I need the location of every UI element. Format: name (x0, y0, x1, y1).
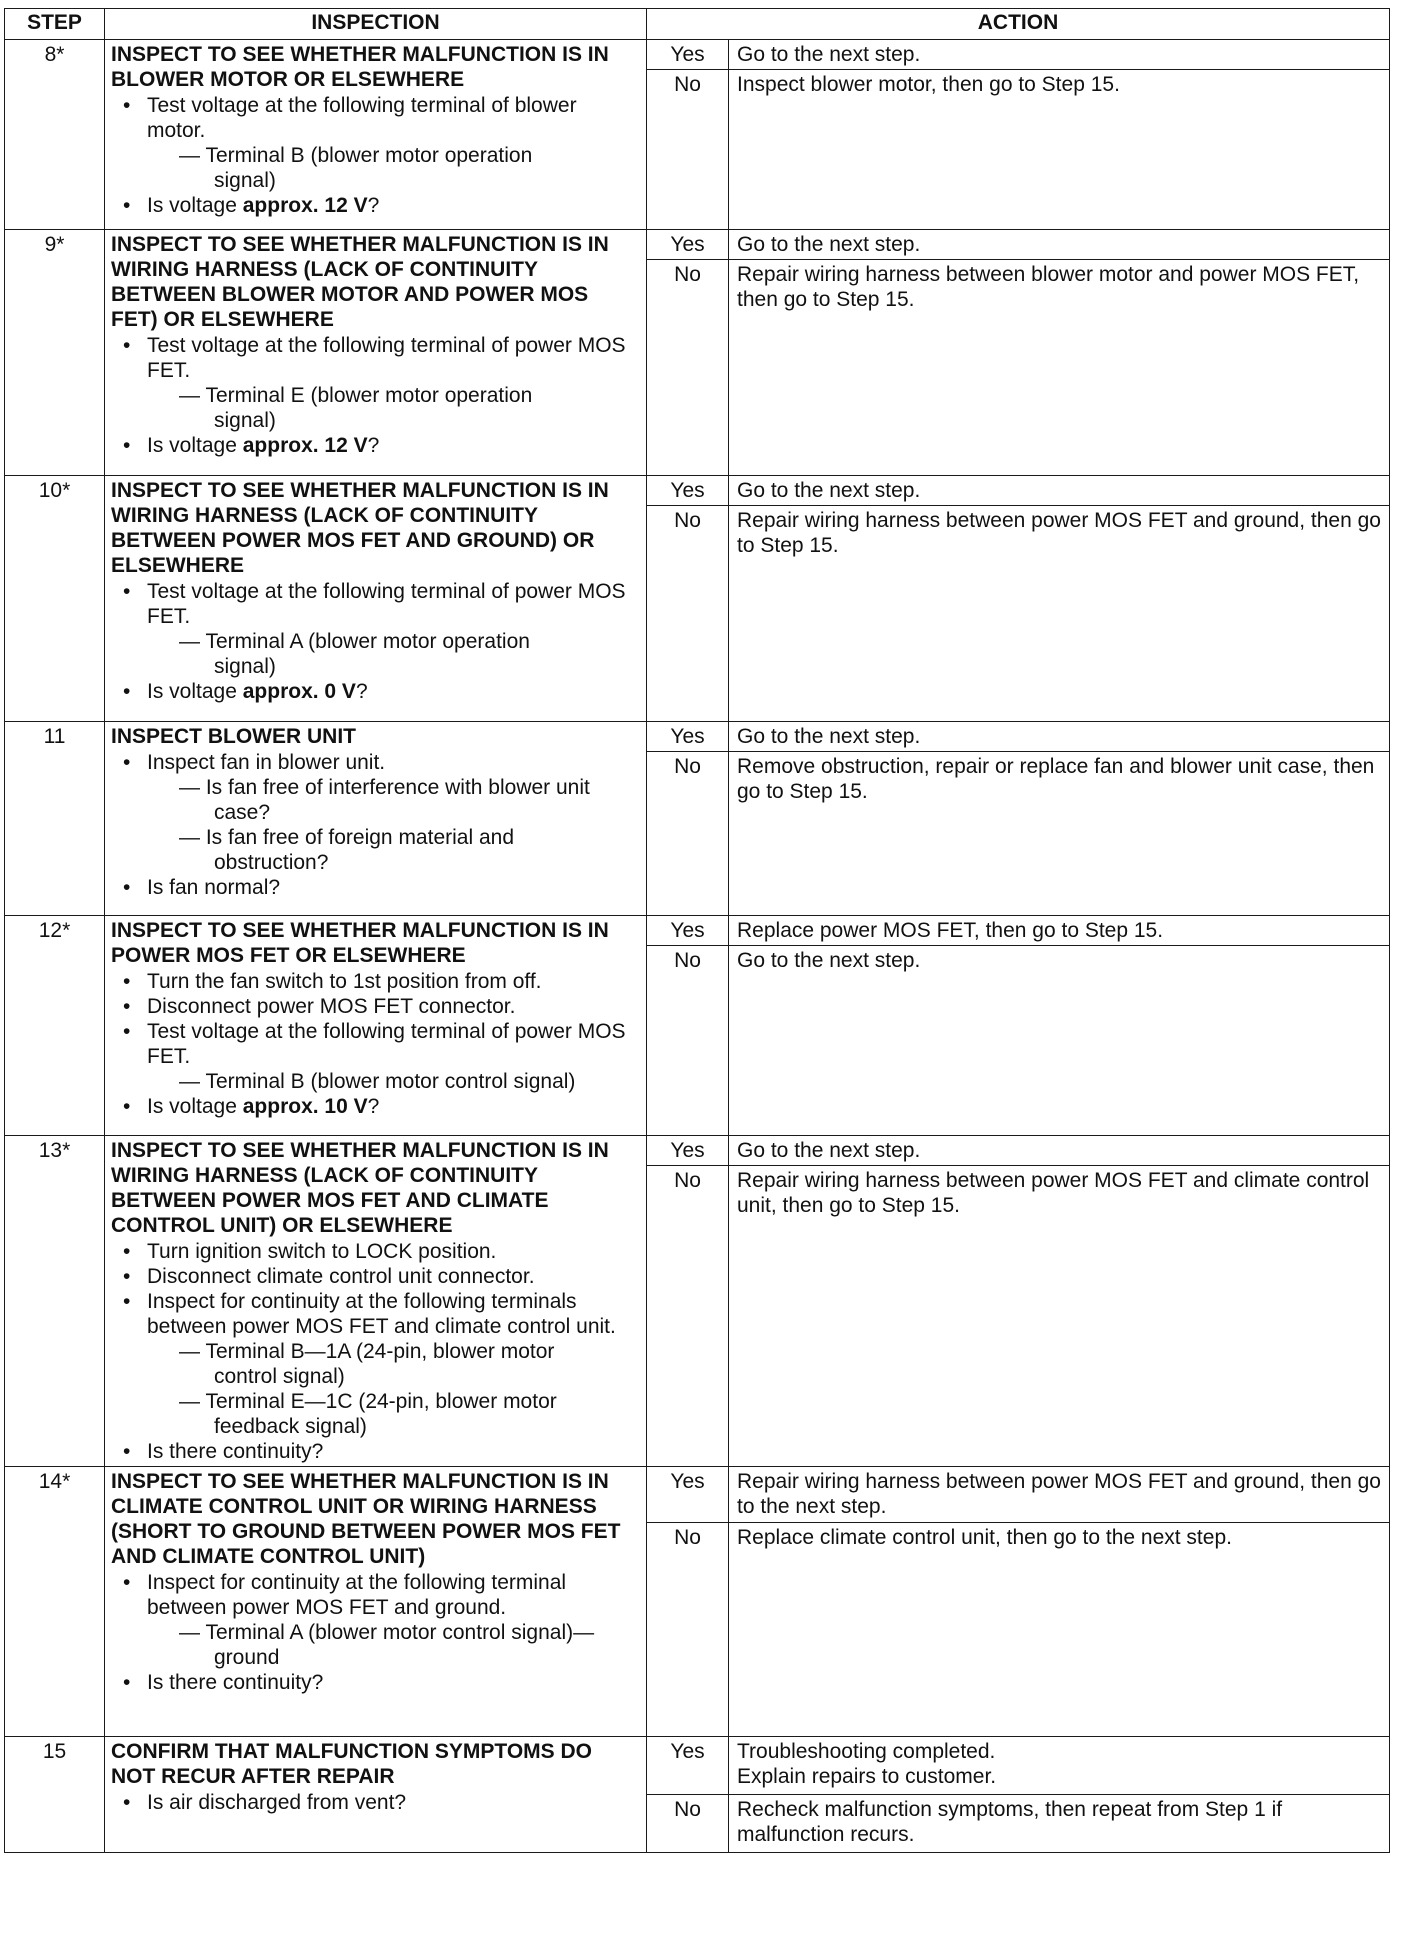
sub-item: — Terminal B (blower motor control signal) (179, 1070, 576, 1093)
inspection-cell (105, 476, 647, 722)
inspection-list (111, 1570, 640, 1695)
sub-item: — Is fan free of interference with blower unit case? (179, 776, 590, 824)
no-label: No (647, 70, 729, 230)
yes-action: Go to the next step. (729, 40, 1390, 70)
table-row (5, 916, 1390, 946)
inspection-title: INSPECT TO SEE WHETHER MALFUNCTION IS IN WIRING HARNESS (LACK OF CONTINUITY BETWEEN POWER MOS FET AND CLIMATE CONTROL UNIT) OR ELSEWHERE (111, 1139, 609, 1237)
list-item: • Is voltage approx. 12 V? (111, 193, 640, 218)
no-action: Replace climate control unit, then go to the next step. (729, 1523, 1390, 1737)
sub-item: — Terminal E—1C (24-pin, blower motor feedback signal) (179, 1390, 557, 1438)
yes-label: Yes (647, 1467, 729, 1523)
inspection-title: INSPECT TO SEE WHETHER MALFUNCTION IS IN BLOWER MOTOR OR ELSEWHERE (111, 43, 609, 91)
inspection-list (111, 579, 640, 704)
list-item: • Disconnect power MOS FET connector. (111, 994, 640, 1019)
list-item: • Inspect for continuity at the following terminal between power MOS FET and ground. — Terminal A (blower motor control signal)— ground (111, 1570, 640, 1670)
step-number: 11 (5, 722, 105, 916)
sub-item: — Terminal A (blower motor operation signal) (179, 630, 530, 678)
sub-item: — Terminal E (blower motor operation signal) (179, 384, 533, 432)
list-item: • Turn ignition switch to LOCK position. (111, 1239, 640, 1264)
step-number: 15 (5, 1737, 105, 1853)
table-row (5, 230, 1390, 260)
list-item: • Is voltage approx. 12 V? (111, 433, 640, 458)
troubleshooting-page (4, 8, 1389, 1853)
no-action: Recheck malfunction symptoms, then repeat from Step 1 if malfunction recurs. (729, 1795, 1390, 1853)
inspection-list (111, 969, 640, 1119)
table-row (5, 722, 1390, 752)
table-row (5, 40, 1390, 70)
table-header-row (5, 9, 1390, 40)
inspection-title: INSPECT BLOWER UNIT (111, 725, 356, 748)
no-label: No (647, 946, 729, 1136)
list-item: • Is voltage approx. 10 V? (111, 1094, 640, 1119)
inspection-cell (105, 916, 647, 1136)
list-item: • Is air discharged from vent? (111, 1790, 640, 1815)
no-action: Remove obstruction, repair or replace fan and blower unit case, then go to Step 15. (729, 752, 1390, 916)
list-item: • Disconnect climate control unit connector. (111, 1264, 640, 1289)
no-label: No (647, 1795, 729, 1853)
no-action: Repair wiring harness between power MOS FET and climate control unit, then go to Step 15. (729, 1166, 1390, 1467)
no-label: No (647, 752, 729, 916)
list-item: • Test voltage at the following terminal of power MOS FET. — Terminal B (blower motor control signal) (111, 1019, 640, 1094)
inspection-cell (105, 40, 647, 230)
step-number: 8* (5, 40, 105, 230)
yes-label: Yes (647, 476, 729, 506)
table-row (5, 1136, 1390, 1166)
no-action: Inspect blower motor, then go to Step 15. (729, 70, 1390, 230)
table-row (5, 1737, 1390, 1795)
list-item: • Test voltage at the following terminal of power MOS FET. — Terminal A (blower motor operation signal) (111, 579, 640, 679)
table-row (5, 476, 1390, 506)
no-action: Repair wiring harness between blower motor and power MOS FET, then go to Step 15. (729, 260, 1390, 476)
no-label: No (647, 506, 729, 722)
list-item: • Inspect fan in blower unit. — Is fan free of interference with blower unit case? — Is fan free of foreign material and obstruction? (111, 750, 640, 875)
yes-label: Yes (647, 230, 729, 260)
sub-item: — Terminal A (blower motor control signal)— ground (179, 1621, 595, 1669)
sub-item: — Terminal B (blower motor operation signal) (179, 144, 533, 192)
yes-action: Repair wiring harness between power MOS FET and ground, then go to the next step. (729, 1467, 1390, 1523)
troubleshooting-table (4, 8, 1390, 1853)
yes-label: Yes (647, 722, 729, 752)
sub-item: — Is fan free of foreign material and obstruction? (179, 826, 515, 874)
yes-action: Go to the next step. (729, 1136, 1390, 1166)
yes-label: Yes (647, 40, 729, 70)
list-item: • Inspect for continuity at the following terminals between power MOS FET and climate control unit. — Terminal B—1A (24-pin, blower motor control signal) — Terminal E—1C (24-pin, blower motor feedback signal) (111, 1289, 640, 1439)
inspection-list (111, 1790, 640, 1815)
yes-label: Yes (647, 1136, 729, 1166)
yes-action: Go to the next step. (729, 476, 1390, 506)
list-item: • Is there continuity? (111, 1670, 640, 1695)
list-item: • Test voltage at the following terminal of blower motor. — Terminal B (blower motor operation signal) (111, 93, 640, 193)
yes-label: Yes (647, 916, 729, 946)
inspection-title: INSPECT TO SEE WHETHER MALFUNCTION IS IN WIRING HARNESS (LACK OF CONTINUITY BETWEEN BLOWER MOTOR AND POWER MOS FET) OR ELSEWHERE (111, 233, 609, 331)
inspection-title: CONFIRM THAT MALFUNCTION SYMPTOMS DO NOT RECUR AFTER REPAIR (111, 1740, 593, 1788)
inspection-title: INSPECT TO SEE WHETHER MALFUNCTION IS IN POWER MOS FET OR ELSEWHERE (111, 919, 609, 967)
inspection-cell (105, 1467, 647, 1737)
inspection-cell (105, 722, 647, 916)
yes-label: Yes (647, 1737, 729, 1795)
inspection-list (111, 1239, 640, 1464)
no-label: No (647, 260, 729, 476)
step-number: 14* (5, 1467, 105, 1737)
no-label: No (647, 1166, 729, 1467)
inspection-title: INSPECT TO SEE WHETHER MALFUNCTION IS IN WIRING HARNESS (LACK OF CONTINUITY BETWEEN POWER MOS FET AND GROUND) OR ELSEWHERE (111, 479, 609, 577)
header-action: ACTION (647, 9, 1390, 40)
yes-action: Go to the next step. (729, 722, 1390, 752)
no-action: Repair wiring harness between power MOS FET and ground, then go to Step 15. (729, 506, 1390, 722)
inspection-cell (105, 230, 647, 476)
list-item: • Test voltage at the following terminal of power MOS FET. — Terminal E (blower motor operation signal) (111, 333, 640, 433)
header-inspection: INSPECTION (105, 9, 647, 40)
table-row (5, 1467, 1390, 1523)
step-number: 13* (5, 1136, 105, 1467)
sub-item: — Terminal B—1A (24-pin, blower motor control signal) (179, 1340, 555, 1388)
header-step: STEP (5, 9, 105, 40)
yes-action: Go to the next step. (729, 230, 1390, 260)
inspection-title: INSPECT TO SEE WHETHER MALFUNCTION IS IN CLIMATE CONTROL UNIT OR WIRING HARNESS (SHORT TO GROUND BETWEEN POWER MOS FET AND CLIMATE CONTROL UNIT) (111, 1470, 621, 1568)
inspection-list (111, 333, 640, 458)
list-item: • Is voltage approx. 0 V? (111, 679, 640, 704)
step-number: 10* (5, 476, 105, 722)
no-label: No (647, 1523, 729, 1737)
inspection-list (111, 750, 640, 900)
step-number: 12* (5, 916, 105, 1136)
no-action: Go to the next step. (729, 946, 1390, 1136)
list-item: • Is fan normal? (111, 875, 640, 900)
list-item: • Turn the fan switch to 1st position from off. (111, 969, 640, 994)
list-item: • Is there continuity? (111, 1439, 640, 1464)
inspection-list (111, 93, 640, 218)
inspection-cell (105, 1136, 647, 1467)
step-number: 9* (5, 230, 105, 476)
inspection-cell (105, 1737, 647, 1853)
yes-action: Replace power MOS FET, then go to Step 15. (729, 916, 1390, 946)
yes-action: Troubleshooting completed. Explain repairs to customer. (729, 1737, 1390, 1795)
